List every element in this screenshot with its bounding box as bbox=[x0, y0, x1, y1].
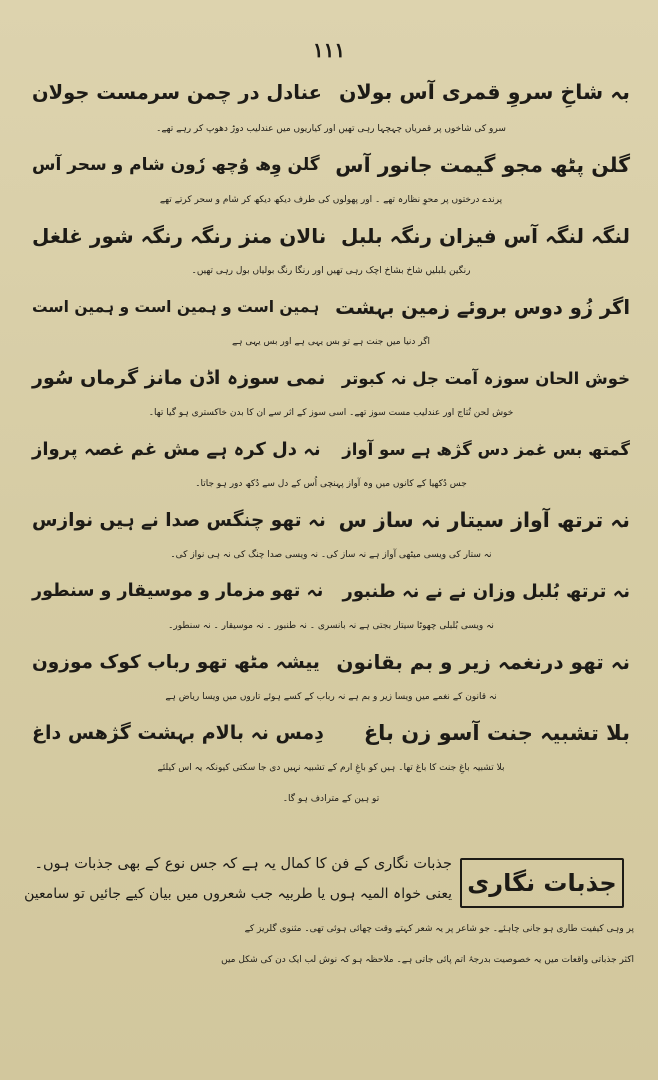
verse-second-hemistich: نہ تھو مزمار و موسیقار و سنطور bbox=[32, 581, 324, 601]
poem-body bbox=[22, 70, 640, 815]
verse-couplet bbox=[22, 216, 640, 256]
section-body bbox=[22, 914, 640, 976]
verse-second-hemistich: دِمس نہ بالام بہشت گژھس داغ bbox=[32, 722, 324, 744]
prose-line: پر وہی کیفیت طاری ہو جانی چاہئے۔ جو شاعر پر یہ شعر کہتے وقت چھائی ہوئی تھی۔ مثنوی گلریز کے bbox=[244, 924, 634, 934]
prose-line: نہ قانون کے نغمے میں ویسا زیر و بم ہے نہ رباب کے کسے ہوئے تاروں میں ویسا ریاض ہے bbox=[165, 692, 497, 702]
verse-couplet bbox=[22, 429, 640, 469]
prose-line: خوش لحن تُتاج اور عندلیب مست سوز تھے۔ اسی سوز کے اثر سے ان کا بدن خاکستری ہو گیا تھا۔ bbox=[148, 408, 514, 418]
verse-first-hemistich: نہ تھو درنغمہ زیر و بم بقانون bbox=[336, 650, 630, 674]
prose-line: تو ہین کے مترادف ہو گا۔ bbox=[282, 794, 380, 804]
verse-second-hemistich: نمی سوزہ اڈن مانز گرماں سُور bbox=[32, 367, 326, 389]
verse-couplet bbox=[22, 358, 640, 398]
verse-first-hemistich: خوش الحان سوزہ آمت جل نہ کبوتر bbox=[341, 368, 630, 388]
verse-first-hemistich: نہ ترتھ بُلبل وزان نے نے نہ طنبور bbox=[342, 580, 630, 602]
verse-couplet bbox=[22, 500, 640, 540]
page-number: ۱۱۱ bbox=[312, 38, 346, 62]
verse-second-hemistich: ییشہ مٹھ تھو رباب کوک موزون bbox=[32, 651, 320, 673]
verse-second-hemistich: ہمین است و ہمین است و ہمین است bbox=[32, 298, 320, 316]
section-line: جذبات نگاری کے فن کا کمال یہ ہے کہ جس نوع کے بھی جذبات ہوں۔ bbox=[34, 856, 452, 872]
verse-couplet bbox=[22, 642, 640, 682]
verse-first-hemistich: گمتھ بس غمز دس گژھ ہے سو آواز bbox=[342, 439, 630, 459]
verse-couplet bbox=[22, 287, 640, 327]
prose-line: پرندے درختوں پر محوِ نظارہ تھے ۔ اور پھولوں کی طرف دیکھ دیکھ کر شام و سحر کرتے تھے bbox=[159, 195, 503, 205]
verse-first-hemistich: بہ شاخِ سروِ قمری آس بولان bbox=[338, 80, 630, 104]
verse-second-hemistich: عنادل در چمن سرمست جولان bbox=[32, 80, 322, 104]
verse-couplet bbox=[22, 713, 640, 753]
prose-line: نہ ویسی بُلبلی چھوٹا سیتار بجتی ہے نہ بانسری ۔ نہ طنبور ۔ نہ موسیقار ۔ نہ سنطور۔ bbox=[168, 621, 494, 631]
verse-couplet bbox=[22, 145, 640, 185]
prose-line: رنگین بلبلیں شاخ بشاخ اچک رہی تھیں اور رنگا رنگ بولیاں بول رہی تھیں۔ bbox=[191, 266, 471, 276]
verse-second-hemistich: نہ تھو چنگس صدا نے ہیں نوازس bbox=[32, 509, 326, 531]
prose-line: اگر دنیا میں جنت ہے تو بس یہی ہے اور بس یہی ہے bbox=[231, 337, 431, 347]
prose-line: بلا تشبیہ باغِ جنت کا باغ تھا۔ ہیں کو باغِ ارم کے تشبیہ نہیں دی جا سکتی کیونکہ یہ اس کیلئے bbox=[157, 763, 505, 773]
verse-second-hemistich: گلن وِھ وُچھ رٗون شام و سحر آس bbox=[32, 155, 320, 175]
prose-line: سرو کی شاخوں پر قمریاں چہچہا رہی تھیں اور کیاریوں میں عندلیب دوڑ دھوپ کر رہے تھے۔ bbox=[156, 124, 506, 134]
prose-line: اکثر جذباتی واقعات میں یہ خصوصیت بدرجۂ اتم پائی جاتی ہے۔ ملاحظہ ہو کہ نوش لب ایک دن کی شکل میں bbox=[221, 955, 634, 965]
verse-first-hemistich: لنگہ لنگہ آس فیزان رنگہ بلبل bbox=[340, 224, 630, 248]
verse-first-hemistich: اگر زُو دوس بروئے زمین بہشت bbox=[335, 295, 630, 319]
prose-line: جس دُکھیا کے کانوں میں وہ آواز پہنچی اُس کے دل سے دُکھ دور ہو جاتا۔ bbox=[195, 479, 467, 489]
prose-line: نہ ستار کی ویسی میٹھی آواز ہے نہ ساز کی۔ نہ ویسی صدا چنگ کی نہ ہی نواز کی۔ bbox=[170, 550, 492, 560]
section-jazbat-nigari bbox=[22, 852, 640, 914]
verse-couplet bbox=[22, 571, 640, 611]
section-line: یعنی خواہ المیہ ہوں یا طربیہ جب شعروں میں بیان کیے جائیں تو سامعین bbox=[24, 886, 452, 902]
verse-second-hemistich: نہ دل کرہ ہے مش غم غصہ پرواز bbox=[32, 438, 321, 460]
verse-couplet bbox=[22, 70, 640, 114]
section-heading: جذبات نگاری bbox=[460, 858, 624, 908]
verse-second-hemistich: نالان منز رنگہ رنگہ شور غلغل bbox=[32, 224, 327, 248]
verse-first-hemistich: بلا تشبیہ جنت آسو زن باغ bbox=[363, 721, 630, 745]
verse-first-hemistich: گلن پٹھ مجو گیمت جانور آس bbox=[335, 153, 630, 177]
verse-first-hemistich: نہ ترتھ آواز سیتار نہ ساز س bbox=[338, 508, 630, 532]
